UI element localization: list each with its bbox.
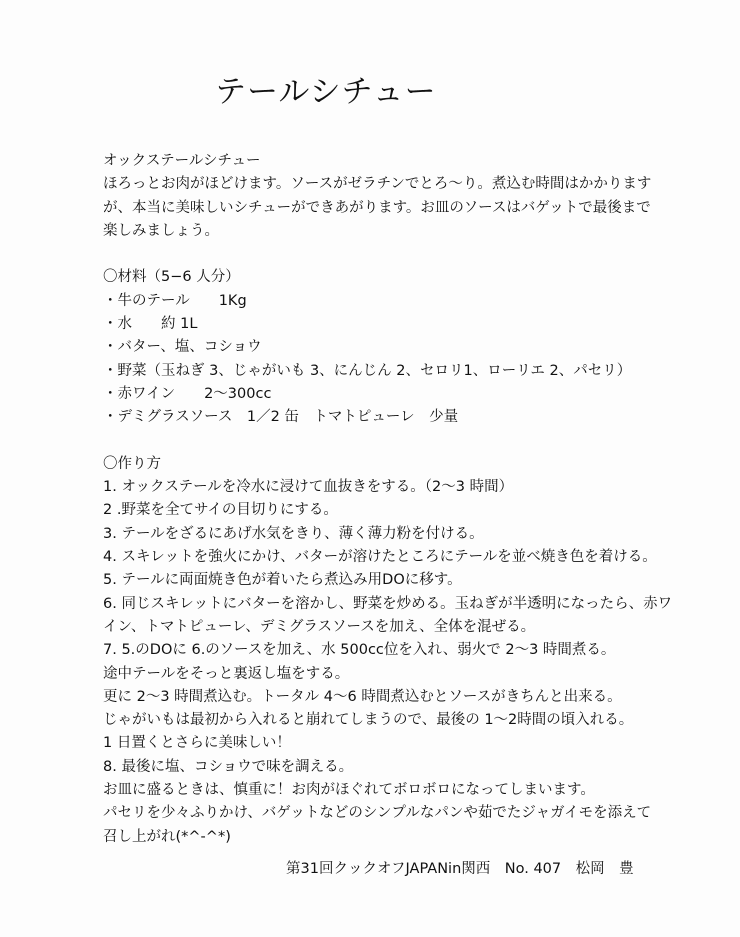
method-line: パセリを少々ふりかけ、バゲットなどのシンプルなパンや茹でたジャガイモを添えて bbox=[103, 805, 652, 822]
method-line: 7. 5.のDOに 6.のソースを加え、水 500cc位を入れ、弱火で 2〜3 時間煮る。 bbox=[103, 642, 616, 659]
recipe-body bbox=[103, 150, 673, 849]
method-line: 4. スキレットを強火にかけ、バターが溶けたところにテールを並べ焼き色を着ける。 bbox=[103, 549, 657, 566]
method-line: 途中テールをそっと裏返し塩をする。 bbox=[103, 665, 350, 682]
method-line: 8. 最後に塩、コショウで味を調える。 bbox=[103, 758, 354, 775]
method-heading: 〇作り方 bbox=[103, 455, 161, 472]
method-line: お皿に盛るときは、慎重に！お肉がほぐれてボロボロになってしまいます。 bbox=[103, 782, 595, 799]
ingredient-item: ・バター、塩、コショウ bbox=[103, 339, 262, 356]
method-line: 1 日置くとさらに美味しい！ bbox=[103, 735, 291, 752]
ingredient-item: ・赤ワイン 2〜300cc bbox=[103, 385, 272, 402]
method-line: 5. テールに両面焼き色が着いたら煮込み用DOに移す。 bbox=[103, 572, 462, 589]
author-footer: 第31回クックオフJAPANin関西 No. 407 松岡 豊 bbox=[286, 861, 634, 877]
section-gap bbox=[103, 430, 663, 453]
method-line: 3. テールをざるにあげ水気をきり、薄く薄力粉を付ける。 bbox=[103, 525, 484, 542]
ingredient-item: ・デミグラスソース 1／2 缶 トマトピューレ 少量 bbox=[103, 409, 459, 426]
intro-line: 楽しみましょう。 bbox=[103, 222, 219, 239]
section-gap bbox=[103, 243, 663, 266]
method-line: 召し上がれ(*^-^*) bbox=[103, 828, 231, 845]
method-line: 更に 2〜3 時間煮込む。トータル 4〜6 時間煮込むとソースがきちんと出来る。 bbox=[103, 688, 622, 705]
ingredient-item: ・野菜（玉ねぎ 3、じゃがいも 3、にんじん 2、セロリ1、ローリエ 2、パセリ） bbox=[103, 362, 632, 379]
method-line: じゃがいもは最初から入れると崩れてしまうので、最後の 1〜2時間の頃入れる。 bbox=[103, 712, 634, 729]
intro-line: が、本当に美味しいシチューができあがります。お皿のソースはバゲットで最後まで bbox=[103, 199, 651, 216]
ingredients-heading: 〇材料（5−6 人分） bbox=[103, 269, 240, 286]
method-line: イン、トマトピューレ、デミグラスソースを加え、全体を混ぜる。 bbox=[103, 618, 536, 635]
intro-line: ほろっとお肉がほどけます。ソースがゼラチンでとろ〜り。煮込む時間はかかります bbox=[103, 176, 652, 193]
method-line: 1. オックステールを冷水に浸けて血抜きをする。（2〜3 時間） bbox=[103, 479, 514, 496]
method-line: 6. 同じスキレットにバターを溶かし、野菜を炒める。玉ねぎが半透明になったら、赤ワ bbox=[103, 595, 673, 612]
ingredient-item: ・牛のテール 1Kg bbox=[103, 292, 247, 309]
page-title: テールシチュー bbox=[215, 74, 437, 110]
ingredient-item: ・水 約 1L bbox=[103, 316, 198, 333]
intro-heading: オックステールシチュー bbox=[103, 153, 261, 169]
method-line: 2 .野菜を全てサイの目切りにする。 bbox=[103, 502, 338, 519]
